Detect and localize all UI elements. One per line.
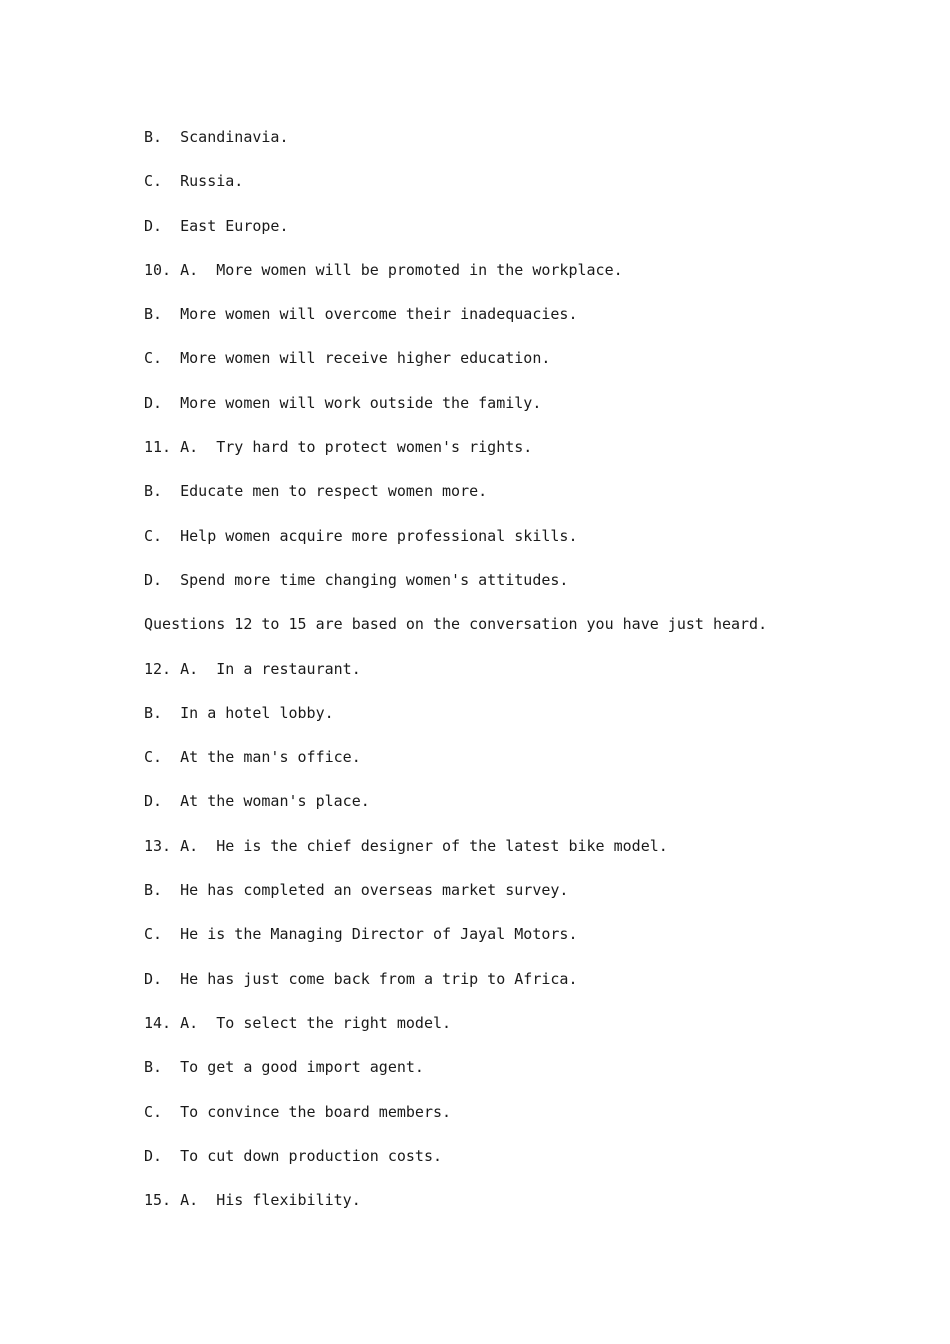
option-12d: D. At the woman's place. [144, 792, 370, 811]
option-13b: B. He has completed an overseas market survey. [144, 881, 569, 900]
document-page [144, 122, 904, 1229]
option-9c: C. Russia. [144, 172, 244, 191]
option-10d: D. More women will work outside the family. [144, 393, 542, 412]
question-15-option-a: 15. A. His flexibility. [144, 1191, 361, 1210]
option-11b: B. Educate men to respect women more. [144, 482, 488, 501]
option-14d: D. To cut down production costs. [144, 1146, 443, 1165]
option-9b: B. Scandinavia. [144, 128, 289, 146]
option-10c: C. More women will receive higher education. [144, 349, 551, 368]
question-14-option-a: 14. A. To select the right model. [144, 1013, 452, 1032]
question-11-option-a: 11. A. Try hard to protect women's rights. [144, 438, 533, 457]
option-14b: B. To get a good import agent. [144, 1058, 424, 1077]
option-13d: D. He has just come back from a trip to Africa. [144, 969, 578, 988]
option-12c: C. At the man's office. [144, 748, 361, 767]
option-9d: D. East Europe. [144, 216, 289, 235]
option-11d: D. Spend more time changing women's attitudes. [144, 570, 569, 589]
option-10b: B. More women will overcome their inadequacies. [144, 305, 578, 324]
option-11c: C. Help women acquire more professional skills. [144, 526, 578, 545]
section-instruction: Questions 12 to 15 are based on the conversation you have just heard. [144, 615, 768, 634]
question-13-option-a: 13. A. He is the chief designer of the latest bike model. [144, 836, 668, 855]
question-12-option-a: 12. A. In a restaurant. [144, 659, 361, 678]
option-14c: C. To convince the board members. [144, 1102, 452, 1121]
option-13c: C. He is the Managing Director of Jayal Motors. [144, 925, 578, 944]
option-12b: B. In a hotel lobby. [144, 703, 334, 722]
question-10-option-a: 10. A. More women will be promoted in the workplace. [144, 260, 623, 279]
